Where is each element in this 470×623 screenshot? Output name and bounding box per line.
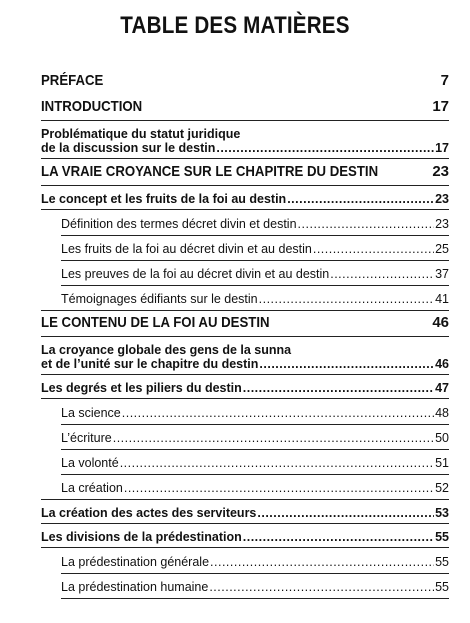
toc-entry-label: La création des actes des serviteurs xyxy=(41,506,257,520)
toc-entry-preuves[interactable] xyxy=(41,267,449,281)
toc-entry-creation-actes[interactable] xyxy=(41,506,449,520)
divider xyxy=(61,260,449,261)
dot-leader xyxy=(122,406,434,420)
toc-entry-label: et de l’unité sur le chapitre du destin xyxy=(41,357,259,371)
toc-entry-label: Les preuves de la foi au décret divin et au destin xyxy=(61,267,330,281)
dot-leader xyxy=(259,357,434,371)
toc-entry-label-line1: La croyance globale des gens de la sunna xyxy=(41,343,292,357)
toc-entry-label: Les fruits de la foi au décret divin et au destin xyxy=(61,242,312,256)
toc-entry-label: La science xyxy=(61,406,121,420)
divider xyxy=(61,598,449,599)
toc-entry-degres[interactable] xyxy=(41,381,449,395)
divider xyxy=(61,285,449,286)
toc-entry-introduction[interactable] xyxy=(41,98,449,120)
toc-entry-contenu[interactable] xyxy=(41,314,449,336)
dot-leader xyxy=(243,530,434,544)
toc-entry-page: 37 xyxy=(435,267,449,281)
toc-entry-page: 23 xyxy=(435,192,449,206)
toc-entry-page: 23 xyxy=(432,163,449,180)
dot-leader xyxy=(210,555,434,569)
toc-entry-temoignages[interactable] xyxy=(41,292,449,306)
toc-entry-label: INTRODUCTION xyxy=(41,98,143,115)
toc-entry-page: 50 xyxy=(435,431,449,445)
toc-entry-page: 7 xyxy=(440,72,449,89)
divider xyxy=(41,499,449,500)
toc-entry-label: Les degrés et les piliers du destin xyxy=(41,381,242,395)
toc-entry-page: 55 xyxy=(435,580,449,594)
divider xyxy=(61,235,449,236)
dot-leader xyxy=(259,292,434,306)
toc-entry-page: 47 xyxy=(435,381,449,395)
dot-leader xyxy=(209,580,434,594)
toc-entry-label: Définition des termes décret divin et destin xyxy=(61,217,297,231)
page-title: TABLE DES MATIÈRES xyxy=(120,12,350,39)
toc-entry-page: 17 xyxy=(432,98,449,115)
toc-entry-page: 46 xyxy=(435,357,449,371)
divider xyxy=(41,398,449,399)
dot-leader xyxy=(257,506,434,520)
dot-leader xyxy=(287,192,434,206)
dot-leader xyxy=(330,267,434,281)
divider xyxy=(41,547,449,548)
toc-entry-page: 55 xyxy=(435,555,449,569)
toc-entry-vraie-croyance[interactable] xyxy=(41,163,449,185)
toc-entry-concept[interactable] xyxy=(41,192,449,206)
toc-entry-page: 17 xyxy=(435,141,449,155)
toc-entry-page: 55 xyxy=(435,530,449,544)
dot-leader xyxy=(216,141,434,155)
divider xyxy=(41,158,449,159)
toc-entry-page: 25 xyxy=(435,242,449,256)
divider xyxy=(41,185,449,186)
toc-entry-fruits[interactable] xyxy=(41,242,449,256)
toc-entry-creation[interactable] xyxy=(41,481,449,495)
toc-entry-ecriture[interactable] xyxy=(41,431,449,445)
toc-entry-preface[interactable] xyxy=(41,72,449,94)
toc-entry-definition[interactable] xyxy=(41,217,449,231)
divider xyxy=(61,474,449,475)
toc-entry-divisions[interactable] xyxy=(41,530,449,544)
divider xyxy=(41,310,449,311)
toc-entry-label: PRÉFACE xyxy=(41,72,104,89)
dot-leader xyxy=(298,217,435,231)
toc-entry-label: LA VRAIE CROYANCE SUR LE CHAPITRE DU DESTIN xyxy=(41,163,379,180)
toc-entry-page: 41 xyxy=(435,292,449,306)
divider xyxy=(41,523,449,524)
divider xyxy=(61,449,449,450)
toc-entry-page: 51 xyxy=(435,456,449,470)
toc-entry-croyance-globale[interactable] xyxy=(41,343,449,371)
divider xyxy=(41,120,449,121)
dot-leader xyxy=(124,481,434,495)
toc-entry-label: La volonté xyxy=(61,456,119,470)
toc-entry-volonte[interactable] xyxy=(41,456,449,470)
toc-entry-page: 48 xyxy=(435,406,449,420)
divider xyxy=(41,336,449,337)
toc-entry-page: 53 xyxy=(435,506,449,520)
dot-leader xyxy=(313,242,434,256)
toc-entry-predestination-generale[interactable] xyxy=(41,555,449,569)
toc-entry-predestination-humaine[interactable] xyxy=(41,580,449,594)
toc-entry-page: 23 xyxy=(435,217,449,231)
toc-entry-science[interactable] xyxy=(41,406,449,420)
toc-entry-label: Le concept et les fruits de la foi au destin xyxy=(41,192,287,206)
dot-leader xyxy=(113,431,434,445)
dot-leader xyxy=(243,381,434,395)
toc-entry-label: de la discussion sur le destin xyxy=(41,141,216,155)
divider xyxy=(61,424,449,425)
toc-entry-page: 52 xyxy=(435,481,449,495)
toc-entry-page: 46 xyxy=(432,314,449,331)
table-of-contents xyxy=(41,64,449,599)
divider xyxy=(61,573,449,574)
divider xyxy=(41,374,449,375)
toc-entry-label: La prédestination humaine xyxy=(61,580,209,594)
toc-entry-label: LE CONTENU DE LA FOI AU DESTIN xyxy=(41,314,270,331)
toc-entry-label: L’écriture xyxy=(61,431,112,445)
toc-entry-label: Les divisions de la prédestination xyxy=(41,530,242,544)
toc-entry-problematique[interactable] xyxy=(41,127,449,155)
toc-entry-label: La prédestination générale xyxy=(61,555,210,569)
toc-entry-label: Témoignages édifiants sur le destin xyxy=(61,292,258,306)
dot-leader xyxy=(120,456,434,470)
toc-entry-label-line1: Problématique du statut juridique xyxy=(41,127,241,141)
toc-entry-label: La création xyxy=(61,481,123,495)
divider xyxy=(41,209,449,210)
